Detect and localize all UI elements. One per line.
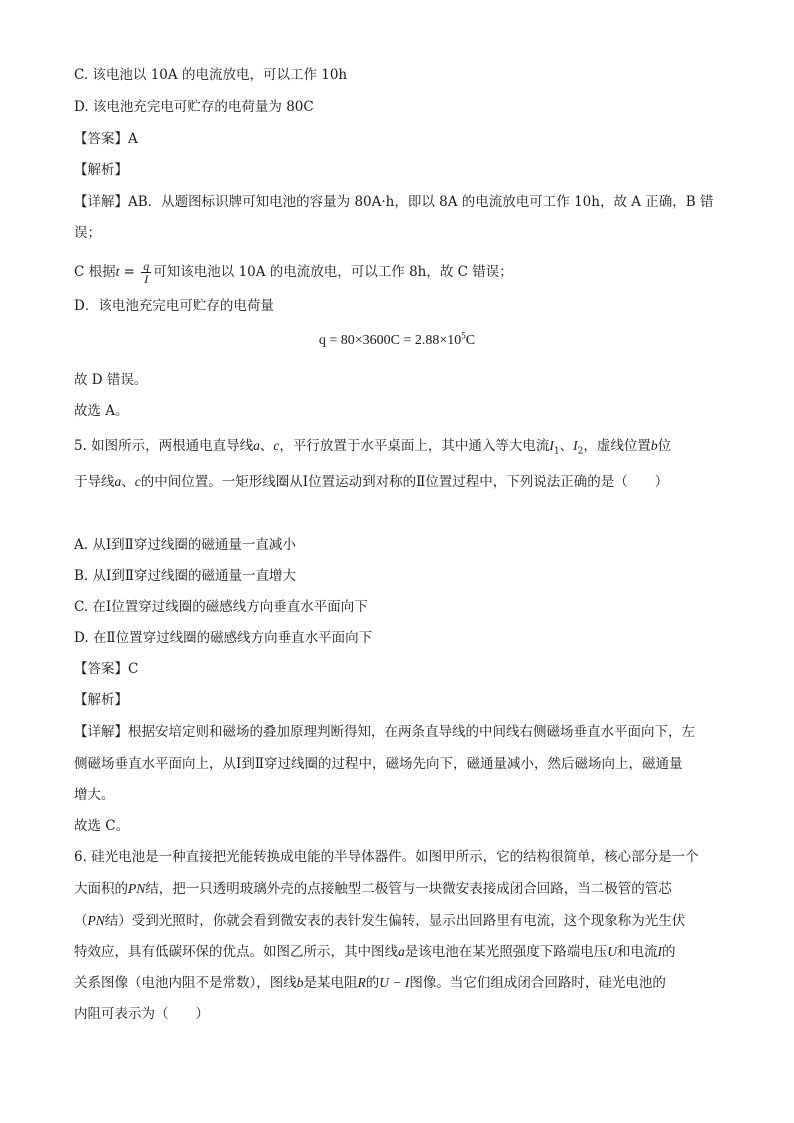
equals-sign: = [119,264,140,280]
q5-option-b: B. 从Ⅰ到Ⅱ穿过线圈的磁通量一直增大 [74,568,297,584]
q5-stem-line1 [74,437,671,455]
q4-conclusion: 故 D 错误。 [74,372,148,388]
separator: 、 [559,438,574,454]
q4-option-d-analysis: D．该电池充完电可贮存的电荷量 [74,298,274,314]
q4-detail-line1: 【详解】AB．从题图标识牌可知电池的容量为 80A·h，即以 8A 的电流放电可工作 10h，故 A 正确，B 错 [74,194,714,210]
q6-stem-line1: 6. 硅光电池是一种直接把光能转换成电能的半导体器件。如图甲所示，它的结构很简单，核心部分是一个 [74,849,699,865]
var-a: a [253,438,260,453]
stem-text: 于导线 [74,474,115,490]
q5-choose: 故选 C。 [74,818,130,834]
q4-option-c: C. 该电池以 10A 的电流放电，可以工作 10h [74,67,348,83]
var-r: R [357,975,366,990]
stem-text: 和电流 [617,944,658,960]
var-c: c [273,438,280,453]
var-i1: I [549,438,554,453]
q5-detail-line3: 增大。 [74,787,115,803]
q4-detail-line2: 误； [74,225,101,241]
q6-stem-line4 [74,943,676,961]
var-pn: PN [87,913,105,928]
var-t: t [115,264,120,279]
q5-detail-line2: 侧磁场垂直水平面向上，从Ⅰ到Ⅱ穿过线圈的过程中，磁场先向下，磁通量减小，然后磁场向上，磁通量 [74,756,683,772]
answer-label: 【答案】 [74,661,128,677]
var-pn: PN [128,881,146,896]
formula-exponent: 5 [461,330,466,341]
var-u-minus-i: U − I [379,975,410,990]
var-a: a [114,474,122,489]
stem-text: 结）受到光照时，你就会看到微安表的表针发生偏转，显示出回路里有电流，这个现象称为光生伏 [104,913,686,929]
stem-text: 的中间位置。一矩形线圈从Ⅰ位置运动到对称的Ⅱ位置过程中，下列说法正确的是（ ） [140,474,669,490]
fraction-numerator: q [143,259,150,273]
q4-option-d: D. 该电池充完电可贮存的电荷量为 80C [74,99,314,115]
var-c: c [134,474,141,489]
q5-detail-line1: 【详解】根据安培定则和磁场的叠加原理判断得知，在两条直导线的中间线右侧磁场垂直水平面向下，左 [74,724,695,740]
q6-stem-line2 [74,880,672,898]
q6-stem-line6: 内阻可表示为（ ） [74,1006,209,1022]
q5-option-a: A. 从Ⅰ到Ⅱ穿过线圈的磁通量一直减小 [74,537,296,553]
stem-text: 5. 如图所示，两根通电直导线 [74,438,254,454]
c-prefix: C 根据 [74,264,116,280]
stem-text: 的 [365,975,380,991]
stem-text: ，虚线位置 [583,438,651,454]
q5-option-d: D. 在Ⅱ位置穿过线圈的磁感线方向垂直水平面向下 [74,630,373,646]
stem-text: （ [74,913,88,929]
var-u: U [607,944,617,959]
var-b: b [650,438,658,453]
q6-stem-line3 [74,912,685,930]
charge-formula [0,330,794,349]
q4-choose: 故选 A。 [74,403,129,419]
stem-text: 大面积的 [74,881,128,897]
formula-body: q = 80×3600C = 2.88×10 [318,333,462,348]
q6-stem-line5 [74,974,666,992]
separator: 、 [259,438,274,454]
answer-label: 【答案】 [74,131,128,147]
var-a: a [398,944,405,959]
q5-option-c: C. 在Ⅰ位置穿过线圈的磁感线方向垂直水平面向下 [74,599,368,615]
var-i2: I [573,438,578,453]
stem-text: 是该电池在某光照强度下路端电压 [404,944,608,960]
formula-unit: C [465,333,476,348]
q4-option-c-analysis [74,260,513,285]
var-i: I [657,944,662,959]
fraction-q-over-i [141,260,151,285]
stem-text: 是某电阻 [303,975,358,991]
stem-text: ，平行放置于水平桌面上，其中通入等大电流 [279,438,550,454]
answer-value: A [128,131,138,147]
c-suffix: 可知该电池以 10A 的电流放电，可以工作 8h，故 C 错误； [153,264,513,280]
q5-stem-line2 [74,473,668,491]
answer-value: C [128,661,139,677]
var-b: b [296,975,304,990]
stem-text: 位 [657,438,672,454]
stem-text: 的 [662,944,676,960]
stem-text: 图像。当它们组成闭合回路时，硅光电池的 [409,975,666,991]
q4-answer [74,130,138,148]
separator: 、 [121,474,135,490]
subscript-2: 2 [577,446,584,457]
subscript-1: 1 [553,446,560,457]
q4-analysis-label: 【解析】 [74,162,128,178]
q5-answer [74,660,138,678]
stem-text: 结，把一只透明玻璃外壳的点接触型二极管与一块微安表接成闭合回路，当二极管的管芯 [145,881,672,897]
q5-analysis-label: 【解析】 [74,692,128,708]
stem-text: 特效应，具有低碳环保的优点。如图乙所示，其中图线 [74,944,398,960]
fraction-denominator: I [144,272,149,286]
stem-text: 关系图像（电池内阻不是常数），图线 [74,975,297,991]
